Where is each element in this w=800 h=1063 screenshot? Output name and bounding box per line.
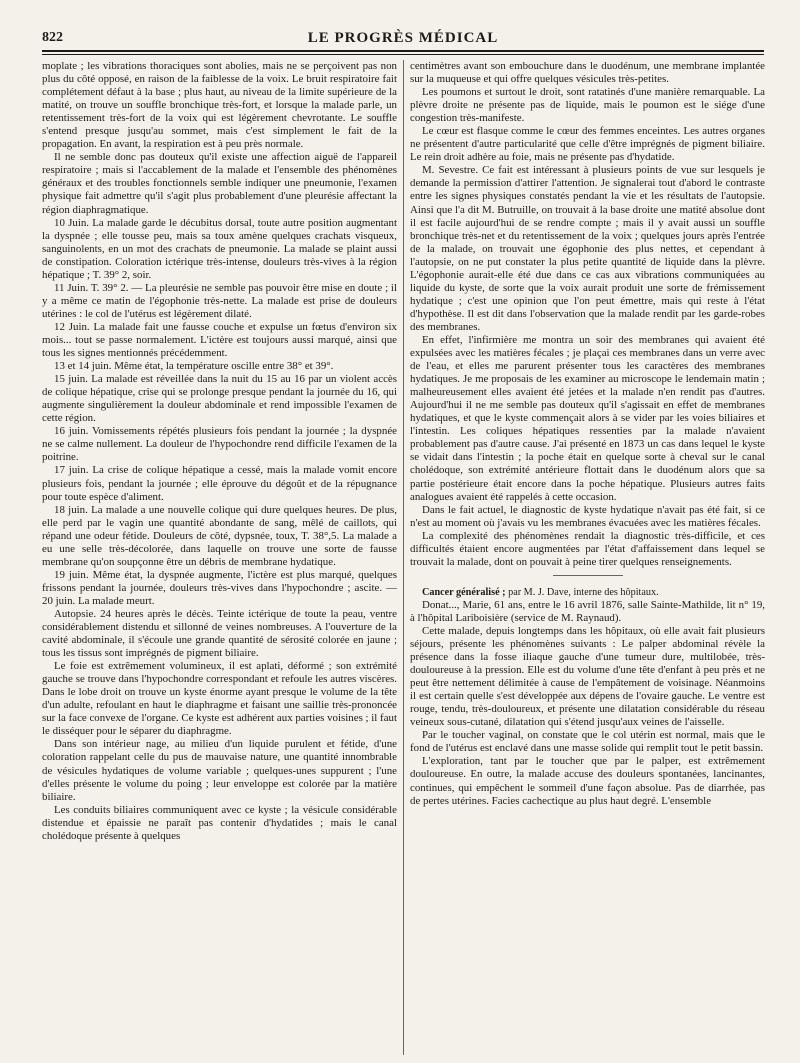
article-title: Cancer généralisé ; (422, 586, 506, 598)
paragraph: Les poumons et surtout le droit, sont ratatinés d'une manière remarquable. La plèvre droite ne présente pas de liquide, mais le poumon est le siége d'une congestion très-manifeste. (410, 86, 765, 125)
column-divider (403, 60, 404, 1055)
paragraph: Le foie est extrêmement volumineux, il est aplati, déformé ; son extrémité gauche se trouve dans l'hypochondre correspondant et refoule les autres viscères. Dans le lobe droit on trouve un kyste énorme ayant presque le volume de la tête d'un adulte, refoulant en haut le diaphragme et faisant une saillie très-prononcée sur la face convexe de l'organe. Ce kyste est adhérent aux parties voisines ; il faut le disséquer pour le séparer du diaphragme. (42, 660, 397, 738)
section-separator (553, 575, 623, 576)
paragraph: 16 juin. Vomissements répétés plusieurs fois pendant la journée ; la dyspnée ne se calme nullement. La douleur de l'hypochondre rend difficile l'examen de la poitrine. (42, 425, 397, 464)
left-column (42, 60, 397, 1055)
paragraph: Les conduits biliaires communiquent avec ce kyste ; la vésicule considérable distendue et épaissie ne paraît pas contenir d'hydatides ; mais le canal cholédoque présente à quelques (42, 803, 397, 842)
paragraph: 15 juin. La malade est réveillée dans la nuit du 15 au 16 par un violent accès de colique hépatique, crise qui se prolonge presque pendant la journée du 16, qui augmente singulièrement la douleur abdominale et rend impossible l'examen de cette région. (42, 373, 397, 425)
paragraph: 10 Juin. La malade garde le décubitus dorsal, toute autre position augmentant la dyspnée ; elle tousse peu, mais sa toux amène quelques crachats visqueux, sanguinolents, en un mot des crachats de pneumonie. La malade se plaint aussi de constipation. Coloration ictérique très-intense, douleurs très-vives à la région hépatique ; T. 39° 2, soir. (42, 216, 397, 281)
paragraph: Par le toucher vaginal, on constate que le col utérin est normal, mais que le fond de l'utérus est enclavé dans une masse solide qui remplit tout le petit bassin. (410, 729, 765, 755)
header-rule (42, 50, 764, 52)
paragraph: L'exploration, tant par le toucher que par le palper, est extrêmement douloureuse. En outre, la malade accuse des douleurs spontanées, lancinantes, continues, qui empêchent le sommeil d'une façon absolue. Pas de diarrhée, pas de pertes utérines. Facies cachectique au plus haut degré. L'ensemble (410, 755, 765, 807)
article-heading (410, 586, 765, 599)
paragraph: Donat..., Marie, 61 ans, entre le 16 avril 1876, salle Sainte-Mathilde, lit n° 19, à l'hôpital Lariboisière (service de M. Raynaud). (410, 598, 765, 624)
page-number: 822 (42, 30, 63, 45)
journal-title: LE PROGRÈS MÉDICAL (307, 30, 499, 46)
paragraph: Dans le fait actuel, le diagnostic de kyste hydatique n'avait pas été fait, si ce n'est au moment où j'avais vu les membranes évacuées avec les matières fécales. (410, 503, 765, 529)
paragraph: centimètres avant son embouchure dans le duodénum, une membrane implantée sur la muqueuse et qui offre quelques vésicules très-petites. (410, 60, 765, 86)
paragraph: 13 et 14 juin. Même état, la température oscille entre 38° et 39°. (54, 360, 334, 373)
paragraph: 12 Juin. La malade fait une fausse couche et expulse un fœtus d'environ six mois... tout se passe normalement. L'ictère est toujours aussi marqué, ainsi que tous les signes mentionnés précédemment. (42, 320, 397, 360)
page-header (42, 30, 764, 50)
paragraph: 17 juin. La crise de colique hépatique a cessé, mais la malade vomit encore plusieurs fois, pendant la journée ; elle éprouve du dégoût et de la répugnance pour toute espèce d'aliment. (42, 464, 397, 503)
paragraph: Il ne semble donc pas douteux qu'il existe une affection aiguë de l'appareil respiratoire ; mais si l'accablement de la malade et l'ensemble des phénomènes généraux et des troubles fonctionnels semble indiquer une pneumonie, l'examen physique fait admettre qu'il s'agit plus probablement d'une pleurésie affectant la région diaphragmatique. (42, 151, 397, 216)
paragraph: 11 Juin. T. 39° 2. — La pleurésie ne semble pas pouvoir être mise en doute ; il y a même ce matin de l'égophonie très-nette. La malade est prise de douleurs utérines : le col de l'utérus est légèrement dilaté. (42, 281, 397, 320)
paragraph: 19 juin. Même état, la dyspnée augmente, l'ictère est plus marqué, quelques frissons pendant la journée, douleurs très-vives dans l'hypochondre ; ascite. — 20 juin. La malade meurt. (42, 568, 397, 607)
right-column (410, 60, 765, 1055)
paragraph: Le cœur est flasque comme le cœur des femmes enceintes. Les autres organes ne présentent d'autre particularité que celle d'être imprégnés de pigment biliaire. Le rein droit adhère au foie, mais ne présente pas d'hydatide. (410, 125, 765, 164)
paragraph: 18 juin. La malade a une nouvelle colique qui dure quelques heures. De plus, elle perd par le vagin une quantité abondante de sang, mêlé de caillots, qui répand une odeur fétide. Douleurs de côté, dypsnée, toux, T. 38°,5. La malade a eu une selle très-décolorée, dans laquelle on trouve une sorte de fausse membrane qu'on soupçonne être un débris de membrane hydatique. (42, 503, 397, 568)
paragraph: Cette malade, depuis longtemps dans les hôpitaux, où elle avait fait plusieurs séjours, présente les phénomènes suivants : Le palper abdominal révèle la présence dans la fosse iliaque gauche d'une tumeur dure, multilobée, très-douloureuse à la pression. Elle est du volume d'une tête d'enfant à peu près et ne peut être nettement délimitée à cause de l'empâtement de voisinage. Néanmoins il est certain quelle s'est développée aux dépens de l'ovaire gauche. Le ventre est rouge, tendu, très-douloureux, et présente une dilatation considérable du réseau veineux sous-cutané, dilatation qui s'étend jusqu'aux veines de l'aisselle. (410, 624, 765, 729)
paragraph: moplate ; les vibrations thoraciques sont abolies, mais ne se perçoivent pas non plus du côté opposé, en raison de la faiblesse de la voix. Le bruit respiratoire fait complétement défaut à la base ; plus haut, au niveau de la limite supérieure de la matité, on trouve un souffle bronchique très-fort, et lorsque la malade parle, un retentissement très-fort de la voix qui est légèrement chevrotante. Le souffle s'entend presque jusqu'au sommet, mais c'est simplement le fait de la propagation. En avant, la respiration est à peu près normale. (42, 60, 397, 151)
paragraph: La complexité des phénomènes rendait la diagnostic très-difficile, et ces difficultés étaient encore augmentées par l'état d'affaissement dans lequel se trouvait la malade, dont on pouvait à peine tirer quelques renseignements. (410, 529, 765, 568)
paragraph: Dans son intérieur nage, au milieu d'un liquide purulent et fétide, d'une coloration rappelant celle du pus de mauvaise nature, une quantité innombrable de vésicules hydatiques de volume variable ; quelques-unes suppurent ; l'une d'elles présente le volume du poing ; leur enveloppe est colorée par la matière biliaire. (42, 738, 397, 803)
paragraph: Autopsie. 24 heures après le décès. Teinte ictérique de toute la peau, ventre considérablement distendu et sillonné de veines nombreuses. A l'ouverture de la cavité abdominale, il s'écoule une grande quantité de sérosité colorée en jaune ; tous les tissus sont imprégnés de pigment biliaire. (42, 607, 397, 660)
paragraph: En effet, l'infirmière me montra un soir des membranes qui avaient été expulsées avec les matières fécales ; je plaçai ces membranes dans un verre avec de l'eau, et elles me parurent présenter tous les caractères des membranes hydatiques. Je me proposais de les examiner au microscope le lendemain matin ; malheureusement elles avaient été jetées et la malade n'en rendit pas d'autres. Aujourd'hui il ne me semble pas douteux qu'il s'agissait en effet de membranes hydatiques, et que le kyste commençait alors à se vider par les voies biliaires et l'intestin. Les coliques hépatiques ressenties par la malade n'avaient probablement pas d'autre cause. J'ai présenté en 1873 un cas dans lequel le kyste se vidait dans l'intestin ; la poche était en quelque sorte à cheval sur le canal cholédoque, son extrémité antérieure flottait dans le duodénum alors que sa partie postérieure était encore dans la poche hépatique. Plusieurs autres faits analogues avaient été rappelés à cette occasion. (410, 333, 765, 503)
header-rule-thin (42, 54, 764, 55)
paragraph: M. Sevestre. Ce fait est intéressant à plusieurs points de vue sur lesquels je demande la permission d'attirer l'attention. Je signalerai tout d'abord le contraste entre les signes physiques constatés pendant la vie et les résultats de l'autopsie. Ainsi que l'a dit M. Butruille, on trouvait à la base droite une matité absolue dont il est facile aujourd'hui de se rendre compte ; mais il y avait aussi un souffle bronchique très-net et du retentissement de la voix ; quelques jours après l'entrée de la malade, on trouvait une égophonie des plus nettes, et cependant à l'autopsie, on ne put constater la plus petite quantité de liquide dans la plèvre. L'égophonie aurait-elle été due dans ce cas aux vibrations communiquées au liquide du kyste, de sorte que la voix aurait produit une sorte de frémissement hydatique ; c'est une opinion que l'on peut émettre, mais qui reste à l'état d'hypothèse. Il est dit dans l'observation que la malade rendit par les garde-robes des membranes. (410, 164, 765, 333)
article-byline: par M. J. Dave, interne des hôpitaux. (508, 586, 659, 598)
